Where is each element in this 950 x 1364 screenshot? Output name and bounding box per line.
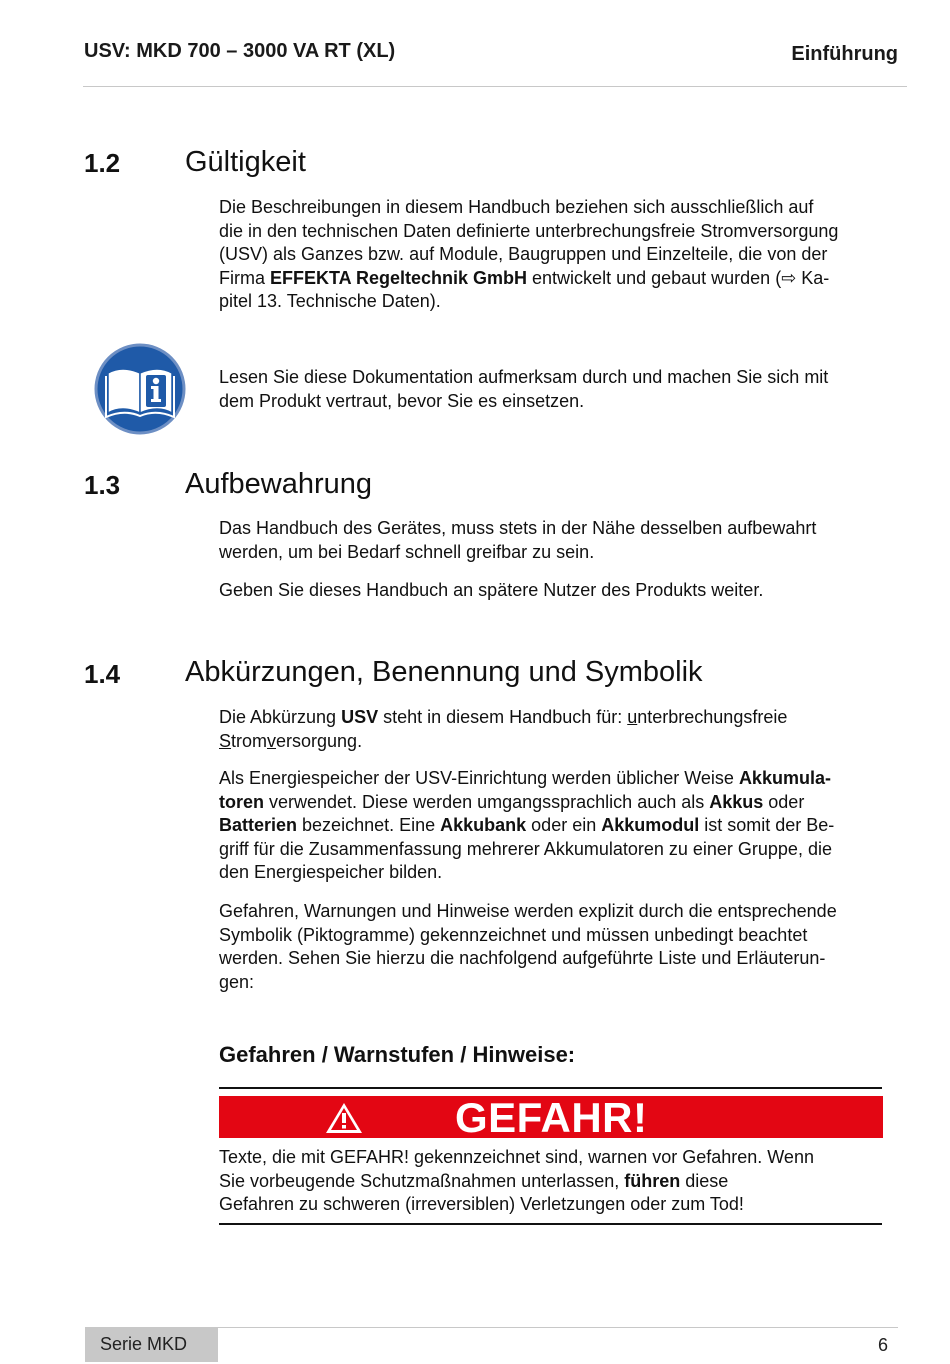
- emphasis: führen: [624, 1170, 681, 1191]
- text-line: Das Handbuch des Gerätes, muss stets in der Nähe desselben aufbewahrt: [219, 518, 817, 538]
- text-run: ersorgung.: [276, 730, 363, 751]
- term: toren: [219, 791, 264, 812]
- term: Akkumodul: [601, 815, 700, 836]
- section-1-3-number: 1.3: [84, 470, 121, 500]
- page-number: 6: [878, 1335, 889, 1355]
- underlined-letter: S: [219, 730, 232, 751]
- section-1-4-paragraph-3: [219, 900, 889, 994]
- section-1-3-paragraph-2: Geben Sie dieses Handbuch an spätere Nutzer des Produkts weiter.: [219, 580, 764, 600]
- danger-signal-word: GEFAHR!: [455, 1094, 648, 1141]
- text-line: Texte, die mit GEFAHR! gekennzeichnet sind, warnen vor Gefahren. Wenn: [219, 1147, 814, 1167]
- text-run: oder: [763, 791, 805, 812]
- underlined-letter: u: [627, 707, 638, 727]
- text-line: pitel 13. Technische Daten).: [219, 291, 441, 312]
- text-line: Symbolik (Piktogramme) gekennzeichnet und müssen unbedingt beachtet: [219, 924, 808, 945]
- hazards-heading: Gefahren / Warnstufen / Hinweise:: [219, 1042, 576, 1067]
- text-run: entwickelt und gebaut wurden (: [527, 267, 782, 288]
- text-line: Lesen Sie diese Dokumentation aufmerksam durch und machen Sie sich mit: [219, 367, 829, 387]
- text-run: Sie vorbeugende Schutzmaßnahmen unterlassen,: [219, 1170, 625, 1191]
- section-1-4-number: 1.4: [84, 659, 121, 689]
- header-chapter: Einführung: [791, 43, 898, 65]
- section-1-3-title: Aufbewahrung: [185, 468, 373, 500]
- section-1-3-paragraph: [219, 517, 889, 564]
- text-run: ist somit der Be-: [699, 815, 835, 836]
- hazard-bottom-rule: [219, 1223, 882, 1225]
- text-run: trom: [231, 730, 268, 751]
- text-run: nterbrechungsfreie: [637, 707, 788, 727]
- text-line: den Energiespeicher bilden.: [219, 862, 443, 883]
- text-run: steht in diesem Handbuch für:: [378, 707, 628, 727]
- section-1-4-title: Abkürzungen, Benennung und Symbolik: [185, 656, 703, 688]
- text-line: griff für die Zusammenfassung mehrerer Akkumulatoren zu einer Gruppe, die: [219, 838, 832, 859]
- text-line: [219, 706, 889, 730]
- term: Akkubank: [440, 815, 527, 836]
- text-line: die in den technischen Daten definierte unterbrechungsfreie Stromversorgung: [219, 220, 839, 241]
- text-line: [219, 767, 889, 791]
- section-1-2-number: 1.2: [84, 148, 121, 178]
- header-title: USV: MKD 700 – 3000 VA RT (XL): [84, 40, 396, 62]
- section-1-4-paragraph-1: [219, 706, 889, 753]
- term: Akkus: [709, 791, 764, 812]
- text-run: oder ein: [526, 815, 602, 836]
- footer-series-box: [85, 1327, 218, 1362]
- hazard-top-rule: [219, 1087, 882, 1089]
- text-line: [219, 791, 889, 815]
- text-line: [219, 730, 889, 754]
- text-line: werden. Sehen Sie hierzu die nachfolgend aufgeführte Liste und Erläuterun-: [219, 948, 826, 969]
- footer-divider: [218, 1327, 898, 1328]
- section-1-4-paragraph-2: [219, 767, 889, 885]
- abbreviation: USV: [341, 707, 379, 727]
- text-line: [219, 267, 889, 291]
- underlined-letter: v: [267, 730, 277, 751]
- footer-series-label: Serie MKD: [100, 1334, 188, 1354]
- text-line: [219, 1170, 889, 1194]
- text-line: (USV) als Ganzes bzw. auf Module, Baugruppen und Einzelteile, die von der: [219, 244, 828, 265]
- text-line: Gefahren, Warnungen und Hinweise werden explizit durch die entsprechende: [219, 901, 837, 921]
- text-line: dem Produkt vertraut, bevor Sie es einsetzen.: [219, 390, 585, 411]
- text-run: Ka-: [796, 267, 830, 288]
- info-note: [219, 366, 889, 413]
- danger-description: [219, 1146, 889, 1217]
- text-run: bezeichnet. Eine: [297, 815, 441, 836]
- reference-arrow-icon: ⇨: [781, 267, 797, 288]
- text-run: Die Abkürzung: [219, 707, 342, 727]
- section-1-2-title: Gültigkeit: [185, 146, 306, 178]
- info-manual-icon: [94, 343, 186, 435]
- company-name: EFFEKTA Regeltechnik GmbH: [270, 267, 528, 288]
- text-run: verwendet. Diese werden umgangssprachlich auch als: [264, 791, 710, 812]
- text-line: Die Beschreibungen in diesem Handbuch beziehen sich ausschließlich auf: [219, 197, 814, 217]
- text-line: [219, 814, 889, 838]
- term: Akkumula-: [738, 768, 831, 788]
- text-line: werden, um bei Bedarf schnell greifbar zu sein.: [219, 541, 595, 562]
- section-1-2-paragraph: [219, 196, 889, 314]
- text-run: Als Energiespeicher der USV-Einrichtung werden üblicher Weise: [219, 768, 739, 788]
- text-run: diese: [680, 1170, 729, 1191]
- text-line: Gefahren zu schweren (irreversiblen) Verletzungen oder zum Tod!: [219, 1194, 744, 1215]
- text-run: Firma: [219, 267, 270, 288]
- text-line: gen:: [219, 971, 255, 992]
- danger-banner: [219, 1094, 883, 1141]
- warning-triangle-icon: [324, 1101, 364, 1140]
- header-divider: [83, 86, 907, 87]
- term: Batterien: [219, 815, 298, 836]
